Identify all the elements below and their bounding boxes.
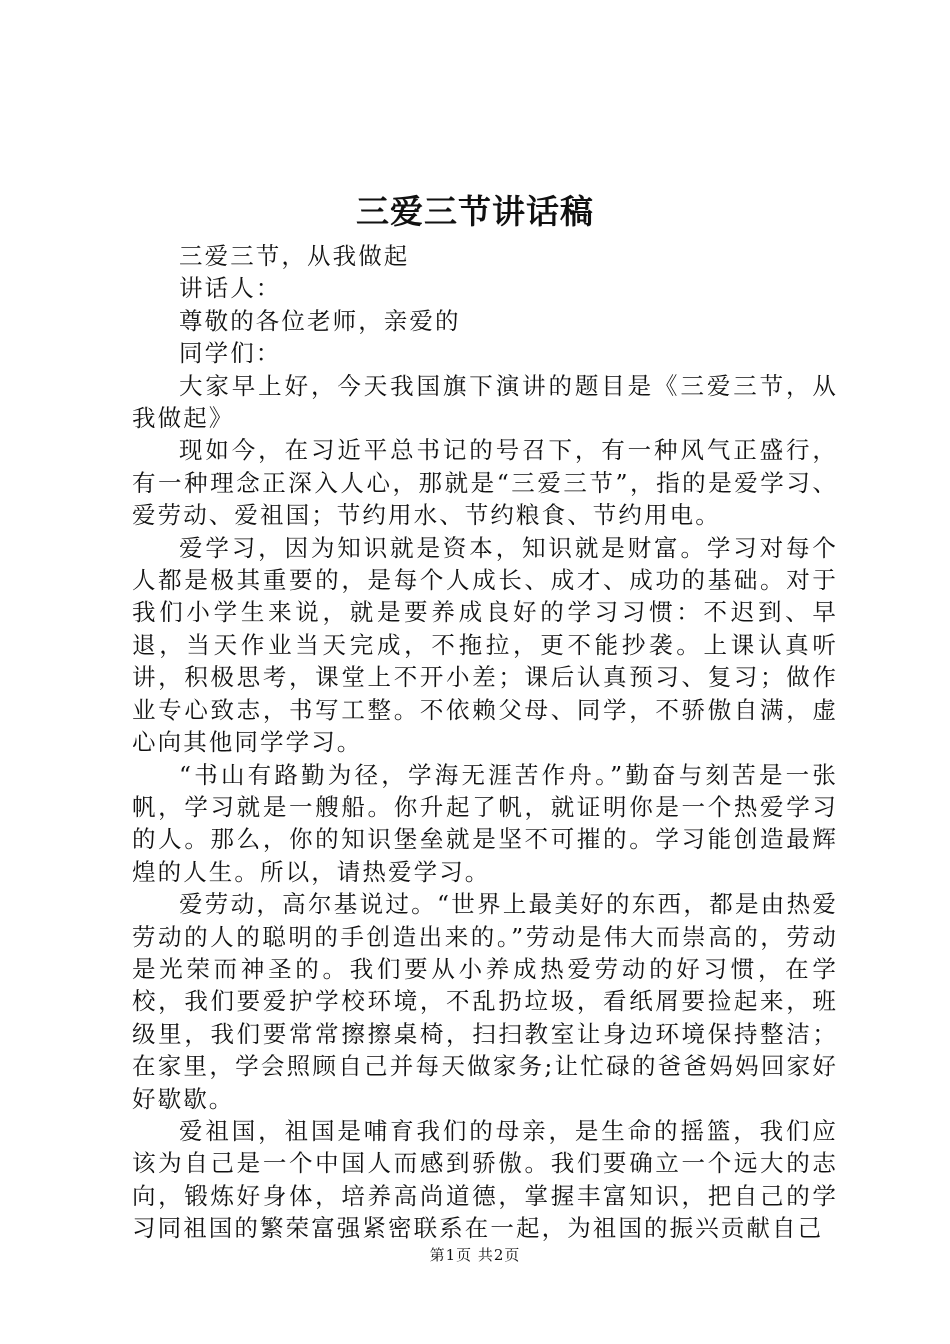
paragraph-intro: 大家早上好，今天我国旗下演讲的题目是《三爱三节，从我做起》	[132, 371, 838, 433]
paragraph-speaker: 讲话人：	[179, 274, 282, 303]
document-title: 三爱三节讲话稿	[356, 192, 594, 231]
document-body	[132, 240, 838, 1245]
paragraph-learning-quote: “书山有路勤为径，学海无涯苦作舟。”勤奋与刻苦是一张帆，学习就是一艘船。你升起了帆，就证明你是一个热爱学习的人。那么，你的知识堡垒就是坚不可摧的。学习能创造最辉煌的人生。所以，请热爱学习。	[132, 760, 838, 886]
paragraph-three-loves: 现如今，在习近平总书记的号召下，有一种风气正盛行，有一种理念正深入人心，那就是“三爱三节”，指的是爱学习、爱劳动、爱祖国；节约用水、节约粮食、节约用电。	[132, 436, 838, 530]
page-number-footer: 第1页 共2页	[429, 1246, 521, 1264]
paragraph-subtitle: 三爱三节，从我做起	[179, 242, 410, 270]
paragraph-love-country: 爱祖国，祖国是哺育我们的母亲，是生命的摇篮，我们应该为自己是一个中国人而感到骄傲。我们要确立一个远大的志向，锻炼好身体，培养高尚道德，掌握丰富知识，把自己的学习同祖国的繁荣富强紧密联系在一起，为祖国的振兴贡献自己	[132, 1116, 838, 1243]
paragraph-love-labor: 爱劳动，高尔基说过。“世界上最美好的东西，都是由热爱劳动的人的聪明的手创造出来的。”劳动是伟大而崇高的，劳动是光荣而神圣的。我们要从小养成热爱劳动的好习惯，在学校，我们要爱护学校环境，不乱扔垃圾，看纸屑要捡起来，班级里，我们要常常擦擦桌椅，扫扫教室让身边环境保持整洁；在家里，学会照顾自己并每天做家务;让忙碌的爸爸妈妈回家好好歇歇。	[132, 890, 838, 1113]
paragraph-greeting: 尊敬的各位老师，亲爱的	[179, 306, 461, 335]
paragraph-greeting-continued: 同学们：	[179, 339, 282, 368]
paragraph-love-learning: 爱学习，因为知识就是资本，知识就是财富。学习对每个人都是极其重要的，是每个人成长、成才、成功的基础。对于我们小学生来说，就是要养成良好的学习习惯：不迟到、早退，当天作业当天完成，不拖拉，更不能抄袭。上课认真听讲，积极思考，课堂上不开小差；课后认真预习、复习；做作业专心致志，书写工整。不依赖父母、同学，不骄傲自满，虚心向其他同学学习。	[132, 533, 838, 757]
